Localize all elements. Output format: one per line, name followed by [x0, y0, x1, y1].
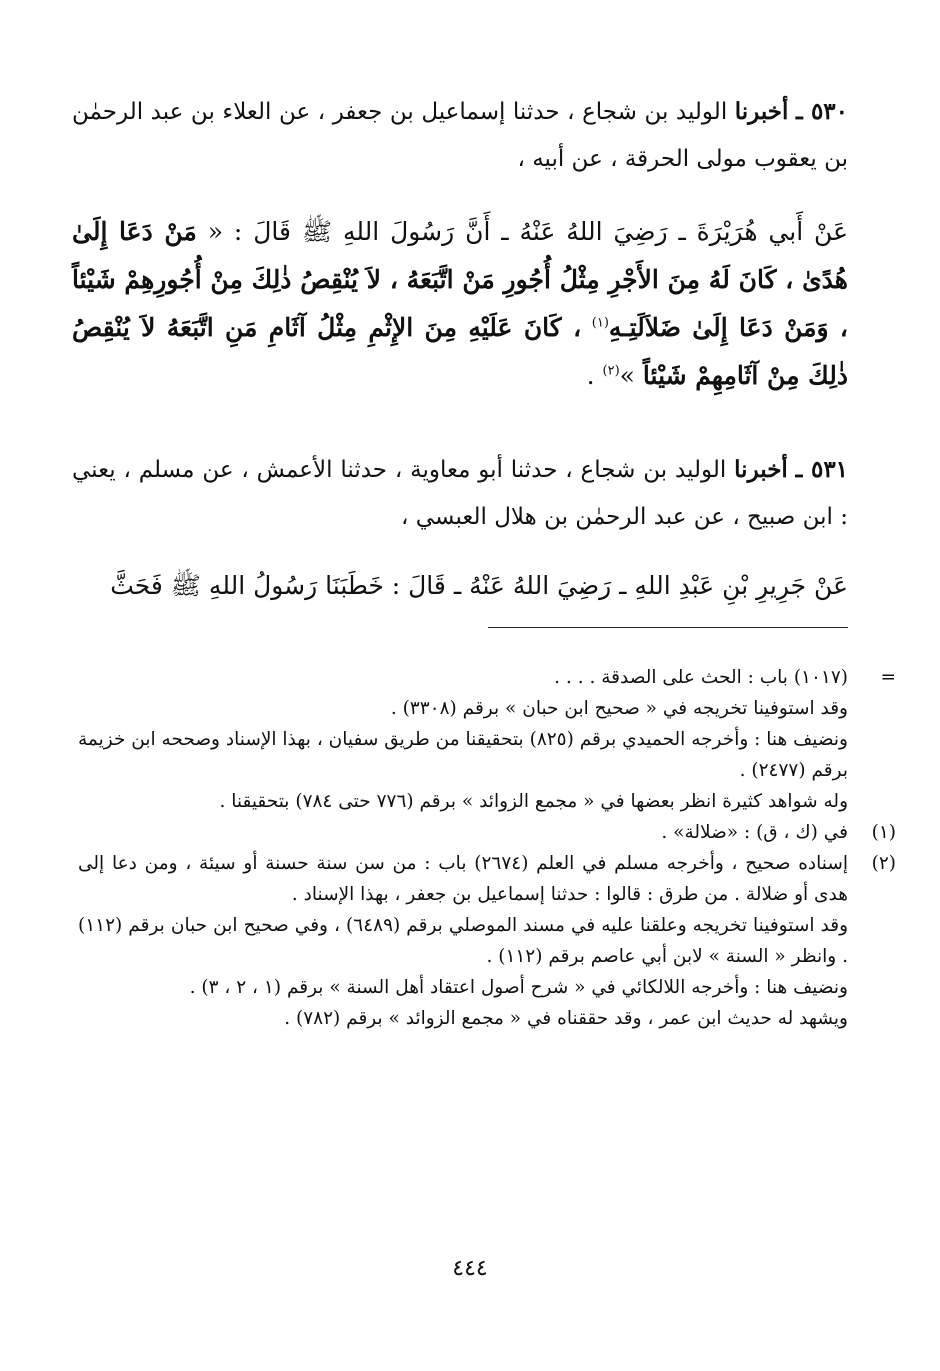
- hadith-531-intro: عَنْ جَرِيرِ بْنِ عَبْدِ اللهِ ـ رَضِيَ اللهُ عَنْهُ ـ قَالَ : خَطَبَنَا رَسُولُ اللهِ ﷺ فَحَثَّ: [110, 571, 848, 600]
- hadith-530-lead: أخبرنا: [734, 98, 789, 125]
- footnote-line: ونضيف هنا : وأخرجه الحميدي برقم (٨٢٥) بتحقيقنا من طريق سفيان ، بهذا الإسناد وصححه ابن خزيمة برقم (٢٤٧٧) .: [78, 729, 848, 781]
- footnote-line: وله شواهد كثيرة انظر بعضها في « مجمع الزوائد » برقم (٧٧٦ حتى ٧٨٤) بتحقيقنا .: [219, 791, 848, 812]
- footnotes: [78, 662, 896, 1034]
- hadith-530-chain: الوليد بن شجاع ، حدثنا إسماعيل بن جعفر ، عن العلاء بن عبد الرحمٰن بن يعقوب مولى الحرقة ، عن أبيه ،: [72, 99, 848, 172]
- hadith-530-end: .: [586, 361, 595, 390]
- footnote-1: [78, 817, 896, 848]
- footnote-continuation: [78, 662, 896, 817]
- footnote-line: إسناده صحيح ، وأخرجه مسلم في العلم (٢٦٧٤) باب : من سن سنة حسنة أو سيئة ، ومن دعا إلى هدى أو ضلالة . من طرق : قالوا : حدثنا إسماعيل بن جعفر ، بهذا الإسناد .: [78, 853, 848, 905]
- hadith-531-text: [72, 562, 848, 610]
- footnote-2: [78, 848, 896, 1034]
- footnote-line: وقد استوفينا تخريجه وعلقنا عليه في مسند الموصلي برقم (٦٤٨٩) ، وفي صحيح ابن حبان برقم (١١٢) . وانظر « السنة » لابن أبي عاصم برقم (١١٢) .: [78, 915, 849, 967]
- hadith-530-matn-part1: مَنْ دَعَا إِلَىٰ هُدًىٰ ، كَانَ لَهُ مِنَ الأَجْرِ مِثْلُ أُجُورِ مَنْ اتَّبَعَهُ ، لاَ يُنْقِصُ ذٰلِكَ مِنْ أُجُورِهِمْ شَيْئاً ، وَمَنْ دَعَا إِلَىٰ ضَلاَلَتِـهِ: [72, 217, 848, 342]
- continuation-mark: =: [880, 667, 896, 688]
- page-number: ٤٤٤: [452, 1256, 488, 1281]
- hadith-531-lead: أخبرنا: [734, 456, 788, 483]
- footnote-1-mark: (١): [871, 822, 896, 843]
- hadith-530-number: ٥٣٠ ـ: [795, 98, 849, 125]
- hadith-530-close-quote: »: [619, 361, 635, 390]
- hadith-530-intro: عَنْ أَبي هُرَيْرَةَ ـ رَضِيَ اللهُ عَنْهُ ـ أَنَّ رَسُولَ اللهِ ﷺ قَالَ : «: [207, 217, 848, 246]
- hadith-530-matn-part2: ، كَانَ عَلَيْهِ مِنَ الإِثْمِ مِثْلُ آثَامِ مَنِ اتَّبَعَهُ لاَ يُنْقِصُ ذٰلِكَ مِنْ آثَامِهِمْ شَيْئاً: [72, 313, 848, 390]
- footnote-1-text: في (ك ، ق) : «ضلالة» .: [661, 822, 848, 843]
- hadith-530-text: [72, 208, 848, 400]
- footnote-line: وقد استوفينا تخريجه في « صحيح ابن حبان » برقم (٣٣٠٨) .: [390, 698, 848, 719]
- hadith-531-isnad: [72, 446, 848, 541]
- footnote-line: ونضيف هنا : وأخرجه اللالكائي في « شرح أصول اعتقاد أهل السنة » برقم (١ ، ٢ ، ٣) .: [189, 977, 848, 998]
- hadith-530-isnad: [72, 88, 848, 183]
- footnote-ref-2: (٢): [602, 363, 620, 379]
- footnote-2-mark: (٢): [871, 853, 896, 874]
- footnote-separator: [488, 627, 848, 628]
- footnote-ref-1: (١): [591, 315, 609, 331]
- footnote-line: ويشهد له حديث ابن عمر ، وقد حققناه في « مجمع الزوائد » برقم (٧٨٢) .: [284, 1008, 848, 1029]
- hadith-531-chain: الوليد بن شجاع ، حدثنا أبو معاوية ، حدثنا الأعمش ، عن مسلم ، يعني : ابن صبيح ، عن عبد الرحمٰن بن هلال العبسي ،: [72, 457, 848, 530]
- footnote-line: (١٠١٧) باب : الحث على الصدقة . . . .: [554, 667, 848, 688]
- hadith-531-number: ٥٣١ ـ: [795, 456, 849, 483]
